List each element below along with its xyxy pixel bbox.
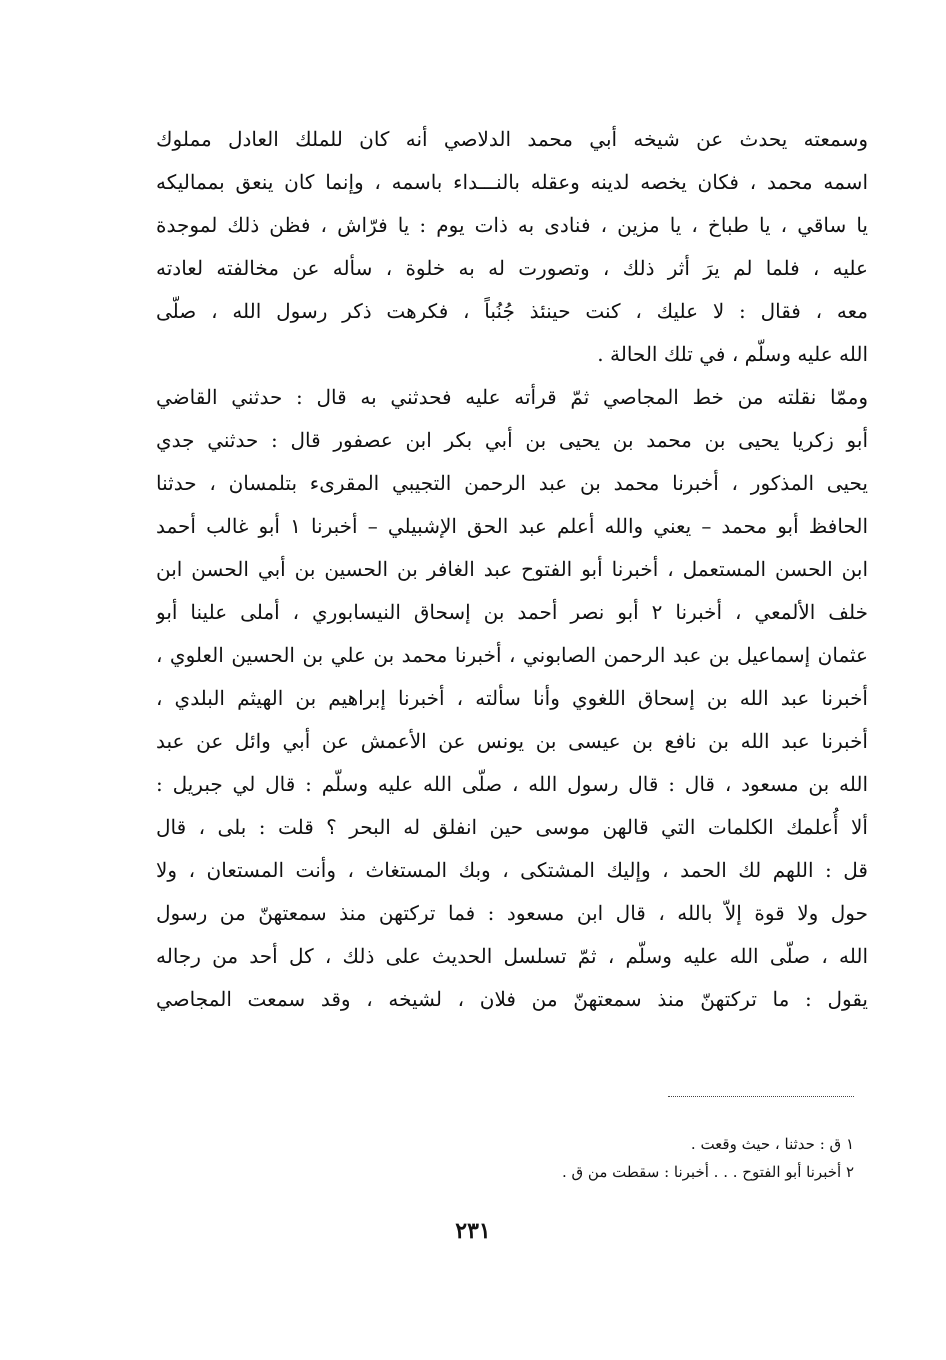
text-line: الله عليه وسلّم ، في تلك الحالة . xyxy=(597,342,868,366)
text-line: الحافظ أبو محمد – يعني والله أعلم عبد الحق الإشبيلي – أخبرنا ١ أبو غالب أحمد xyxy=(156,514,868,538)
text-line: أبو زكريا يحيى بن محمد بن يحيى بن أبي بكر ابن عصفور قال : حدثني جدي xyxy=(156,428,868,452)
text-line: وممّا نقلته من خط المجاصي ثمّ قرأته عليه فحدثني به قال : حدثني القاضي xyxy=(156,385,868,409)
main-text xyxy=(156,118,868,1021)
page-number: ٢٣١ xyxy=(455,1218,491,1244)
text-line: ألا أُعلمك الكلمات التي قالهن موسى حين انفلق له البحر ؟ قلت : بلى ، قال xyxy=(156,815,868,839)
footnote-divider xyxy=(668,1096,854,1097)
text-line: عثمان إسماعيل بن عبد الرحمن الصابوني ، أخبرنا محمد بن علي بن الحسين العلوي ، xyxy=(156,643,868,667)
text-line: عليه ، فلما لم يرَ أثر ذلك ، وتصورت له به خلوة ، سأله عن مخالفته لعادته xyxy=(156,256,868,280)
footnote: ٢ أخبرنا أبو الفتوح . . . أخبرنا : سقطت من ق . xyxy=(561,1163,854,1181)
text-line: ابن الحسن المستعمل ، أخبرنا أبو الفتوح عبد الغافر بن الحسين بن أبي الحسن ابن xyxy=(156,557,868,581)
text-line: يا ساقي ، يا طباخ ، يا مزين ، فنادى به ذات يوم : يا فرّاش ، فظن ذلك لموجدة xyxy=(156,213,868,237)
text-line: أخبرنا عبد الله بن نافع بن عيسى بن يونس عن الأعمش عن أبي وائل عن عبد xyxy=(156,729,868,753)
footnote: ١ ق : حدثنا ، حيث وقعت . xyxy=(690,1135,854,1153)
text-line: الله ، صلّى الله عليه وسلّم ، ثمّ تسلسل الحديث على ذلك ، كل أحد من رجاله xyxy=(156,944,868,968)
text-line: وسمعته يحدث عن شيخه أبي محمد الدلاصي أنه كان للملك العادل مملوك xyxy=(156,127,868,151)
text-line: يحيى المذكور ، أخبرنا محمد بن عبد الرحمن التجيبي المقرىء بتلمسان ، حدثنا xyxy=(156,471,868,495)
text-line: يقول : ما تركتهنّ منذ سمعتهنّ من فلان ، لشيخه ، وقد سمعت المجاصي xyxy=(156,987,868,1011)
text-line: قل : اللهم لك الحمد ، وإليك المشتكى ، وبك المستغاث ، وأنت المستعان ، ولا xyxy=(156,858,868,882)
text-line: معه ، فقال : لا عليك ، كنت حينئذ جُنُباً ، فكرهت ذكر رسول الله ، صلّى xyxy=(156,299,868,323)
footnotes xyxy=(154,1130,854,1186)
text-line: اسمه محمد ، فكان يخصه لدينه وعقله بالنـــداء باسمه ، وإنما كان ينعق بمماليكه xyxy=(156,170,868,194)
text-line: خلف الألمعي ، أخبرنا ٢ أبو نصر أحمد بن إسحاق النيسابوري ، أملى علينا أبو xyxy=(156,600,868,624)
text-line: الله بن مسعود ، قال : قال رسول الله ، صلّى الله عليه وسلّم : قال لي جبريل : xyxy=(156,772,868,796)
text-line: أخبرنا عبد الله بن إسحاق اللغوي وأنا سألته ، أخبرنا إبراهيم بن الهيثم البلدي ، xyxy=(156,686,868,710)
text-line: حول ولا قوة إلاّ بالله ، قال ابن مسعود : فما تركتهن منذ سمعتهنّ من رسول xyxy=(156,901,868,925)
